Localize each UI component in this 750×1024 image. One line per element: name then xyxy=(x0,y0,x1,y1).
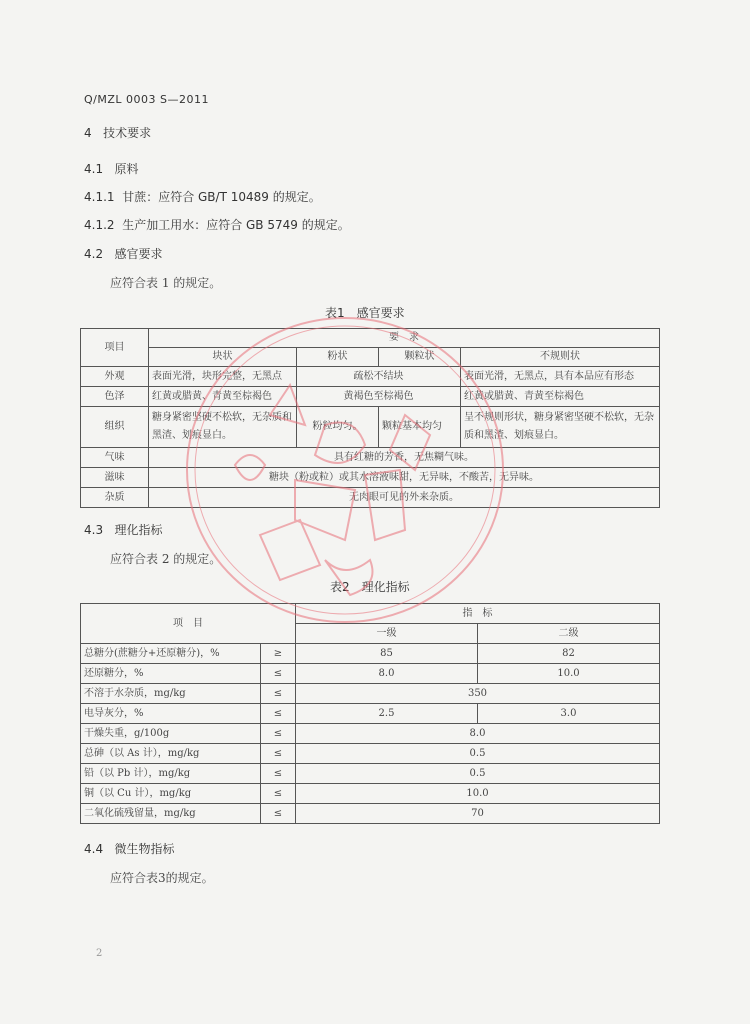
operator: ≤ xyxy=(261,724,296,744)
operator: ≥ xyxy=(261,644,296,664)
shared-value: 70 xyxy=(296,804,660,824)
table-row xyxy=(81,784,660,804)
row-label: 铜（以 Cu 计），mg/kg xyxy=(81,784,261,804)
operator: ≤ xyxy=(261,764,296,784)
table-row xyxy=(81,488,660,508)
header-item: 项目 xyxy=(81,329,149,367)
physicochemical-table xyxy=(80,603,660,824)
table-row xyxy=(81,744,660,764)
grade-1-value: 8.0 xyxy=(296,664,478,684)
page-number: 2 xyxy=(96,948,103,959)
table-row xyxy=(81,448,660,468)
table-row xyxy=(81,644,660,664)
row-label: 气味 xyxy=(81,448,149,468)
cell: 粉粒均匀。 xyxy=(297,407,379,448)
table-row xyxy=(81,704,660,724)
grade-1-value: 85 xyxy=(296,644,478,664)
section-number: 4.4 xyxy=(84,842,104,856)
section-4-3-heading xyxy=(84,521,163,538)
cell: 红黄或腊黄、青黄至棕褐色 xyxy=(461,387,660,407)
table-2-caption: 表2 理化指标 xyxy=(330,580,410,594)
section-number: 4 xyxy=(84,126,92,140)
section-number: 4.3 xyxy=(84,523,104,537)
row-label: 外观 xyxy=(81,367,149,387)
table-1-caption: 表1 感官要求 xyxy=(325,306,405,320)
row-label: 组织 xyxy=(81,407,149,448)
table-row xyxy=(81,407,660,448)
row-label: 杂质 xyxy=(81,488,149,508)
section-number: 4.2 xyxy=(84,247,104,261)
row-label: 总糖分(蔗糖分+还原糖分)，% xyxy=(81,644,261,664)
row-label: 干燥失重，g/100g xyxy=(81,724,261,744)
standard-header: Q/MZL 0003 S—2011 xyxy=(84,93,209,106)
cell: 颗粒基本均匀 xyxy=(379,407,461,448)
section-4-2-paragraph: 应符合表 1 的规定。 xyxy=(110,276,222,290)
section-title: 原料 xyxy=(114,162,139,176)
clause-4-1-2 xyxy=(84,216,350,233)
section-title: 理化指标 xyxy=(114,523,163,537)
cell: 具有红糖的芳香，无焦糊气味。 xyxy=(149,448,660,468)
section-4-4-paragraph: 应符合表3的规定。 xyxy=(110,871,214,885)
operator: ≤ xyxy=(261,784,296,804)
cell: 表面光滑，无黑点，具有本品应有形态 xyxy=(461,367,660,387)
clause-number: 4.1.2 xyxy=(84,218,115,232)
table-row xyxy=(81,664,660,684)
section-4-heading xyxy=(84,124,151,141)
row-label: 不溶于水杂质，mg/kg xyxy=(81,684,261,704)
section-4-3-paragraph: 应符合表 2 的规定。 xyxy=(110,552,222,566)
cell: 表面光滑，块形完整，无黑点 xyxy=(149,367,297,387)
clause-4-1-1 xyxy=(84,188,321,205)
grade-2-value: 3.0 xyxy=(478,704,660,724)
header-grade-1: 一级 xyxy=(296,624,478,644)
operator: ≤ xyxy=(261,804,296,824)
header-powder: 粉状 xyxy=(297,348,379,367)
shared-value: 8.0 xyxy=(296,724,660,744)
table-row xyxy=(81,804,660,824)
section-number: 4.1 xyxy=(84,162,104,176)
header-irregular: 不规则状 xyxy=(461,348,660,367)
cell: 糖身紧密坚硬不松软，无杂质和黑渣、划痕显白。 xyxy=(149,407,297,448)
cell: 黄褐色至棕褐色 xyxy=(297,387,461,407)
header-granule: 颗粒状 xyxy=(379,348,461,367)
shared-value: 0.5 xyxy=(296,764,660,784)
section-4-1-heading xyxy=(84,160,139,177)
grade-2-value: 82 xyxy=(478,644,660,664)
cell: 糖块（粉或粒）或其水溶液味甜，无异味，不酸苦，无异味。 xyxy=(149,468,660,488)
cell: 红黄或腊黄、青黄至棕褐色 xyxy=(149,387,297,407)
header-item: 项 目 xyxy=(81,604,296,644)
clause-text: 甘蔗：应符合 GB/T 10489 的规定。 xyxy=(122,190,321,204)
section-title: 感官要求 xyxy=(114,247,163,261)
header-grade-2: 二级 xyxy=(478,624,660,644)
clause-text: 生产加工用水：应符合 GB 5749 的规定。 xyxy=(122,218,350,232)
section-title: 微生物指标 xyxy=(114,842,175,856)
grade-1-value: 2.5 xyxy=(296,704,478,724)
sensory-requirements-table xyxy=(80,328,660,508)
row-label: 铅（以 Pb 计），mg/kg xyxy=(81,764,261,784)
cell: 呈不规则形状，糖身紧密坚硬不松软，无杂质和黑渣、划痕显白。 xyxy=(461,407,660,448)
table-row xyxy=(81,724,660,744)
row-label: 总砷（以 As 计），mg/kg xyxy=(81,744,261,764)
operator: ≤ xyxy=(261,664,296,684)
row-label: 二氧化硫残留量，mg/kg xyxy=(81,804,261,824)
operator: ≤ xyxy=(261,684,296,704)
operator: ≤ xyxy=(261,744,296,764)
table-row xyxy=(81,764,660,784)
shared-value: 0.5 xyxy=(296,744,660,764)
table-row xyxy=(81,468,660,488)
cell: 疏松不结块 xyxy=(297,367,461,387)
table-row xyxy=(81,367,660,387)
table-row xyxy=(81,387,660,407)
shared-value: 10.0 xyxy=(296,784,660,804)
section-4-4-heading xyxy=(84,840,175,857)
cell: 无肉眼可见的外来杂质。 xyxy=(149,488,660,508)
clause-number: 4.1.1 xyxy=(84,190,115,204)
shared-value: 350 xyxy=(296,684,660,704)
grade-2-value: 10.0 xyxy=(478,664,660,684)
header-requirements: 要 求 xyxy=(149,329,660,348)
table-row xyxy=(81,684,660,704)
header-index: 指 标 xyxy=(296,604,660,624)
section-4-2-heading xyxy=(84,245,163,262)
row-label: 还原糖分，% xyxy=(81,664,261,684)
section-title: 技术要求 xyxy=(103,126,152,140)
row-label: 电导灰分，% xyxy=(81,704,261,724)
row-label: 色泽 xyxy=(81,387,149,407)
row-label: 滋味 xyxy=(81,468,149,488)
operator: ≤ xyxy=(261,704,296,724)
header-block: 块状 xyxy=(149,348,297,367)
